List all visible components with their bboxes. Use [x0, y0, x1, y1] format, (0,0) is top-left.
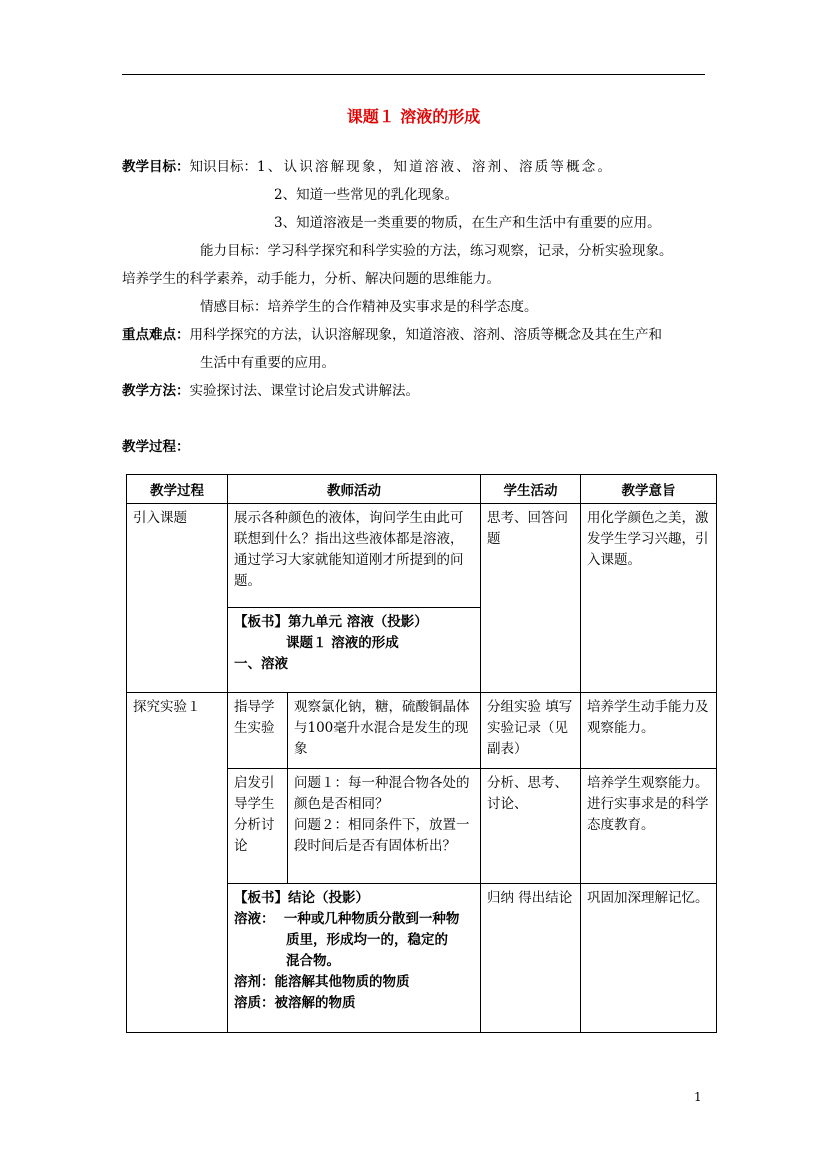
- knowledge-item-2: 2、知道一些常见的乳化现象。: [274, 187, 459, 203]
- knowledge-item-3: 3、知道溶液是一类重要的物质，在生产和生活中有重要的应用。: [274, 215, 661, 231]
- table-row: [127, 693, 717, 769]
- key-points-line-2: 生活中有重要的应用。: [200, 355, 335, 371]
- discussion-student: 分析、思考、讨论、: [481, 769, 581, 884]
- discussion-text: [288, 769, 481, 884]
- header-purpose: 教学意旨: [581, 475, 717, 504]
- guide-purpose: 培养学生动手能力及观察能力。: [581, 693, 717, 769]
- ability-goal-line-2: 培养学生的科学素养，动手能力，分析、解决问题的思维能力。: [122, 271, 500, 287]
- conclusion-purpose: 巩固加深理解记忆。: [581, 884, 717, 1033]
- solvent-definition: 溶剂：能溶解其他物质的物质: [234, 974, 410, 990]
- board-intro-line-1: 【板书】第九单元 溶液（投影）: [234, 613, 428, 630]
- stage-intro: 引入课题: [127, 504, 228, 693]
- key-points-label: 重点难点：: [122, 327, 190, 343]
- discussion-label: 启发引导学生分析讨论: [228, 769, 288, 884]
- table-header-row: [127, 475, 717, 504]
- table-row: [127, 504, 717, 608]
- method-text: 实验探讨法、课堂讨论启发式讲解法。: [189, 383, 419, 399]
- key-points-text: 用科学探究的方法，认识溶解现象，知道溶液、溶剂、溶质等概念及其在生产和: [189, 327, 662, 343]
- board-intro-line-3: 一、溶液: [234, 655, 288, 672]
- objectives-line-1: [122, 155, 613, 175]
- header-teacher: 教师活动: [228, 475, 481, 504]
- page-number: 1: [694, 1090, 702, 1104]
- board-intro: [228, 607, 481, 692]
- knowledge-item-1: 1、认识溶解现象，知道溶液、溶剂、溶质等概念。: [257, 159, 614, 175]
- guide-label: 指导学生实验: [228, 693, 288, 769]
- question-2: 问题２：相同条件下，放置一段时间后是否有固体析出？: [294, 817, 470, 854]
- solution-def-1: 一种或几种物质分散到一种物: [283, 911, 460, 927]
- stage-experiment: 探究实验１: [127, 693, 228, 1033]
- method-label: 教学方法：: [122, 383, 190, 399]
- emotion-goal: 情感目标：培养学生的合作精神及实事求是的科学态度。: [200, 299, 538, 315]
- solute-definition: 溶质：被溶解的物质: [234, 995, 356, 1011]
- student-intro: 思考、回答问题: [481, 504, 581, 693]
- page-title: 课题１ 溶液的形成: [346, 107, 481, 126]
- solution-def-2: 质里，形成均一的，稳定的: [286, 932, 448, 948]
- guide-text: 观察氯化钠，糖，硫酸铜晶体与100毫升水混合是发生的现象: [288, 693, 481, 769]
- question-1: 问题１：每一种混合物各处的颜色是否相同？: [294, 775, 470, 812]
- key-points-line-1: [122, 323, 662, 343]
- conclusion-title: 【板书】结论（投影）: [234, 890, 369, 906]
- teaching-process-table: [126, 474, 717, 1033]
- guide-student: 分组实验 填写实验记录（见副表）: [481, 693, 581, 769]
- header-stage: 教学过程: [127, 475, 228, 504]
- header-rule: [122, 74, 705, 75]
- board-intro-line-2: 课题１ 溶液的形成: [286, 634, 399, 651]
- conclusion-student: 归纳 得出结论: [481, 884, 581, 1033]
- header-student: 学生活动: [481, 475, 581, 504]
- teacher-intro: 展示各种颜色的液体，询问学生由此可联想到什么？指出这些液体都是溶液，通过学习大家就能知道刚才所提到的问题。: [228, 504, 481, 608]
- board-conclusion: [228, 884, 481, 1033]
- solution-label: 溶液：: [234, 911, 275, 927]
- solution-definition: [234, 909, 474, 930]
- solution-def-3: 混合物。: [286, 953, 340, 969]
- discussion-purpose: 培养学生观察能力。进行实事求是的科学态度教育。: [581, 769, 717, 884]
- knowledge-label: 知识目标：: [189, 159, 257, 175]
- process-label: 教学过程：: [122, 439, 190, 455]
- objectives-label: 教学目标：: [122, 159, 190, 175]
- purpose-intro: 用化学颜色之美，激发学生学习兴趣，引入课题。: [581, 504, 717, 693]
- ability-goal-line-1: 能力目标：学习科学探究和科学实验的方法，练习观察，记录，分析实验现象。: [200, 243, 673, 259]
- method-line: [122, 379, 419, 399]
